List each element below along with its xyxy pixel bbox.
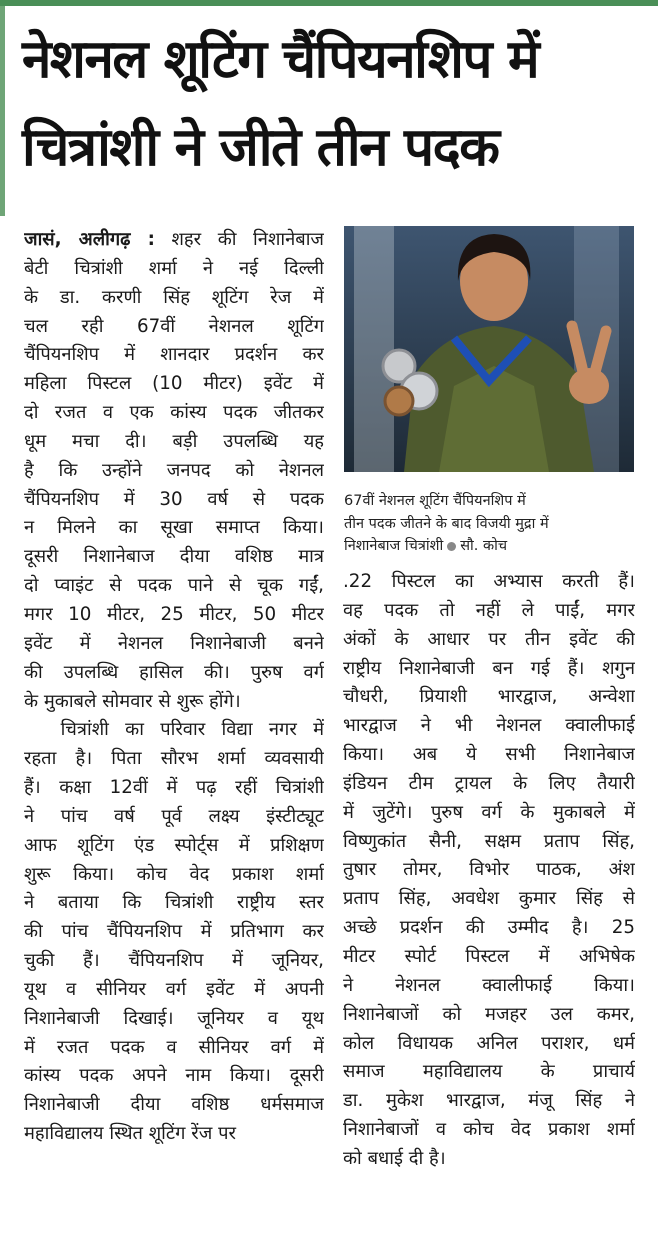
left-margin-rule xyxy=(0,6,5,216)
article-line-text: निशानेबाजी दीया वशिष्ठ धर्मसमाज xyxy=(24,1094,324,1116)
article-line-text: डा. मुकेश भारद्वाज, मंजू सिंह ने xyxy=(343,1090,635,1112)
article-line-text: के डा. करणी सिंह शूटिंग रेज में xyxy=(24,286,324,308)
article-line xyxy=(24,370,324,399)
article-line xyxy=(24,861,324,890)
article-line-text: ने पांच वर्ष पूर्व लक्ष्य इंस्टीट्यूट xyxy=(24,805,324,827)
caption-line-2: तीन पदक जीतने के बाद विजयी मुद्रा में xyxy=(344,515,549,532)
article-line xyxy=(24,1120,324,1149)
article-line xyxy=(343,856,635,885)
article-line-text: की उपलब्धि हासिल की। पुरुष वर्ग xyxy=(24,661,324,683)
article-photo xyxy=(344,226,634,472)
article-line-text: को बधाई दी है। xyxy=(343,1147,446,1169)
article-line xyxy=(24,1091,324,1120)
dateline: जासं, अलीगढ़ : xyxy=(24,229,155,250)
article-line xyxy=(24,601,324,630)
article-line xyxy=(343,972,635,1001)
article-line-text: के मुकाबले सोमवार से शुरू होंगे। xyxy=(24,690,241,712)
article-line-text: न मिलने का सूखा समाप्त किया। xyxy=(24,517,324,539)
article-line-text: यूथ व सीनियर वर्ग इवेंट में अपनी xyxy=(24,978,324,1000)
article-line-text: चल रही 67वीं नेशनल शूटिंग xyxy=(24,315,324,337)
article-line-text: मीटर स्पोर्ट पिस्टल में अभिषेक xyxy=(343,945,635,967)
article-line-text: निशानेबाजी दिखाई। जूनियर व यूथ xyxy=(24,1007,324,1029)
article-line xyxy=(24,226,324,255)
article-line-text: निशानेबाजों को मजहर उल कमर, xyxy=(343,1003,635,1025)
caption-line-3 xyxy=(344,535,636,558)
photo-credit: सौ. कोच xyxy=(460,538,508,554)
article-line xyxy=(24,1034,324,1063)
article-line xyxy=(24,572,324,601)
article-line xyxy=(24,716,324,745)
article-line-text: बेटी चित्रांशी शर्मा ने नई दिल्ली xyxy=(24,257,324,279)
article-line-text: में जुटेंगे। पुरुष वर्ग के मुकाबले में xyxy=(343,801,635,823)
article-line-text: राष्ट्रीय निशानेबाजी बन गई हैं। शगुन xyxy=(343,657,635,679)
article-line-text: चित्रांशी का परिवार विद्या नगर में xyxy=(24,719,324,741)
article-line-text: इवेंट में नेशनल निशानेबाजी बनने xyxy=(24,632,324,654)
article-line xyxy=(343,712,635,741)
article-line-text: अच्छे प्रदर्शन की उम्मीद है। 25 xyxy=(343,917,635,939)
article-line-text: प्रताप सिंह, अवधेश कुमार सिंह से xyxy=(343,888,635,910)
article-line xyxy=(343,1030,635,1059)
article-line xyxy=(343,885,635,914)
article-line-text: महाविद्यालय स्थित शूटिंग रेंज पर xyxy=(24,1123,236,1145)
header-color-bar xyxy=(0,0,658,6)
article-line-text: दो प्वाइंट से पदक पाने से चूक गईं, xyxy=(24,575,324,597)
article-line-text: भारद्वाज ने भी नेशनल क्वालीफाई xyxy=(343,715,635,737)
article-line-text: .22 पिस्टल का अभ्यास करती हैं। xyxy=(343,571,635,592)
article-line-text: में रजत पदक व सीनियर वर्ग में xyxy=(24,1036,324,1058)
article-line xyxy=(343,799,635,828)
article-line-text: किया। अब ये सभी निशानेबाज xyxy=(343,744,635,766)
article-line xyxy=(24,889,324,918)
article-line xyxy=(343,655,635,684)
article-line xyxy=(343,943,635,972)
article-line xyxy=(343,828,635,857)
headline-line-1: नेशनल शूटिंग चैंपियनशिप में xyxy=(22,29,539,90)
article-line-text: समाज महाविद्यालय के प्राचार्य xyxy=(343,1061,635,1083)
article-line xyxy=(24,428,324,457)
article-line-text: धूम मचा दी। बड़ी उपलब्धि यह xyxy=(24,430,324,452)
article-line xyxy=(24,399,324,428)
article-line xyxy=(24,630,324,659)
article-line xyxy=(24,947,324,976)
article-line-text: चौधरी, प्रियाशी भारद्वाज, अन्वेशा xyxy=(343,686,635,708)
article-line xyxy=(24,1062,324,1091)
article-line-text: मगर 10 मीटर, 25 मीटर, 50 मीटर xyxy=(24,603,324,625)
article-line xyxy=(343,597,635,626)
article-line-text: ने बताया कि चित्रांशी राष्ट्रीय स्तर xyxy=(24,892,324,914)
article-line-text: निशानेबाजों व कोच वेद प्रकाश शर्मा xyxy=(343,1119,635,1141)
article-line xyxy=(24,976,324,1005)
article-line xyxy=(24,457,324,486)
article-line xyxy=(343,1087,635,1116)
article-line-text: दूसरी निशानेबाज दीया वशिष्ठ मात्र xyxy=(24,546,324,568)
article-line xyxy=(343,1058,635,1087)
shooter-with-medals-image xyxy=(344,226,634,472)
caption-line-1: 67वीं नेशनल शूटिंग चैंपियनशिप में xyxy=(344,493,526,509)
article-line xyxy=(343,683,635,712)
article-line-text: चुकी हैं। चैंपियनशिप में जूनियर, xyxy=(24,950,324,972)
article-line xyxy=(343,568,635,597)
article-line-text: कांस्य पदक अपने नाम किया। दूसरी xyxy=(24,1065,324,1087)
article-line-text: तुषार तोमर, विभोर पाठक, अंश xyxy=(343,859,635,881)
article-line-text: विष्णुकांत सैनी, सक्षम प्रताप सिंह, xyxy=(343,830,635,852)
headline-line-2: चित्रांशी ने जीते तीन पदक xyxy=(22,117,499,178)
article-line xyxy=(24,688,324,717)
article-column-left xyxy=(24,226,324,1149)
article-line-text: इंडियन टीम ट्रायल के लिए तैयारी xyxy=(343,772,635,794)
article-line-text: ने नेशनल क्वालीफाई किया। xyxy=(343,974,635,996)
article-line xyxy=(343,1116,635,1145)
article-line-text: चैंपियनशिप में 30 वर्ष से पदक xyxy=(24,488,324,510)
article-line xyxy=(24,255,324,284)
credit-bullet-icon xyxy=(447,542,456,551)
article-line xyxy=(24,313,324,342)
article-line-text: दो रजत व एक कांस्य पदक जीतकर xyxy=(24,402,324,424)
article-line xyxy=(343,626,635,655)
article-column-right xyxy=(343,568,635,1174)
article-line xyxy=(24,284,324,313)
article-line-text: कोल विधायक अनिल पराशर, धर्म xyxy=(343,1032,635,1054)
article-line xyxy=(24,514,324,543)
article-line-text: की पांच चैंपियनशिप में प्रतिभाग कर xyxy=(24,921,324,943)
article-line-text: वह पदक तो नहीं ले पाईं, मगर xyxy=(343,599,635,621)
caption-line-3-text: निशानेबाज चित्रांशी xyxy=(344,538,444,554)
article-line-text: अंकों के आधार पर तीन इवेंट की xyxy=(343,628,635,650)
article-line xyxy=(24,486,324,515)
article-line xyxy=(24,659,324,688)
article-line xyxy=(24,918,324,947)
article-line-text: शुरू किया। कोच वेद प्रकाश शर्मा xyxy=(24,863,324,885)
article-line xyxy=(24,832,324,861)
article-line xyxy=(24,1005,324,1034)
article-line xyxy=(343,914,635,943)
article-line xyxy=(24,543,324,572)
article-line-text: चैंपियनशिप में शानदार प्रदर्शन कर xyxy=(24,344,324,366)
article-line xyxy=(24,341,324,370)
article-line xyxy=(24,803,324,832)
article-line-text: रहता है। पिता सौरभ शर्मा व्यवसायी xyxy=(24,748,324,770)
photo-caption xyxy=(344,490,636,558)
article-line-text: शहर की निशानेबाज xyxy=(154,229,324,250)
article-line xyxy=(343,741,635,770)
article-line xyxy=(24,774,324,803)
article-line-text: आफ शूटिंग एंड स्पोर्ट्स में प्रशिक्षण xyxy=(24,834,324,856)
article-line-text: महिला पिस्टल (10 मीटर) इवेंट में xyxy=(24,373,324,395)
article-line-text: हैं। कक्षा 12वीं में पढ़ रहीं चित्रांशी xyxy=(24,777,324,799)
article-line xyxy=(343,1001,635,1030)
article-line xyxy=(343,770,635,799)
article-line-text: है कि उन्होंने जनपद को नेशनल xyxy=(24,459,324,481)
article-line xyxy=(343,1145,635,1174)
article-line xyxy=(24,745,324,774)
